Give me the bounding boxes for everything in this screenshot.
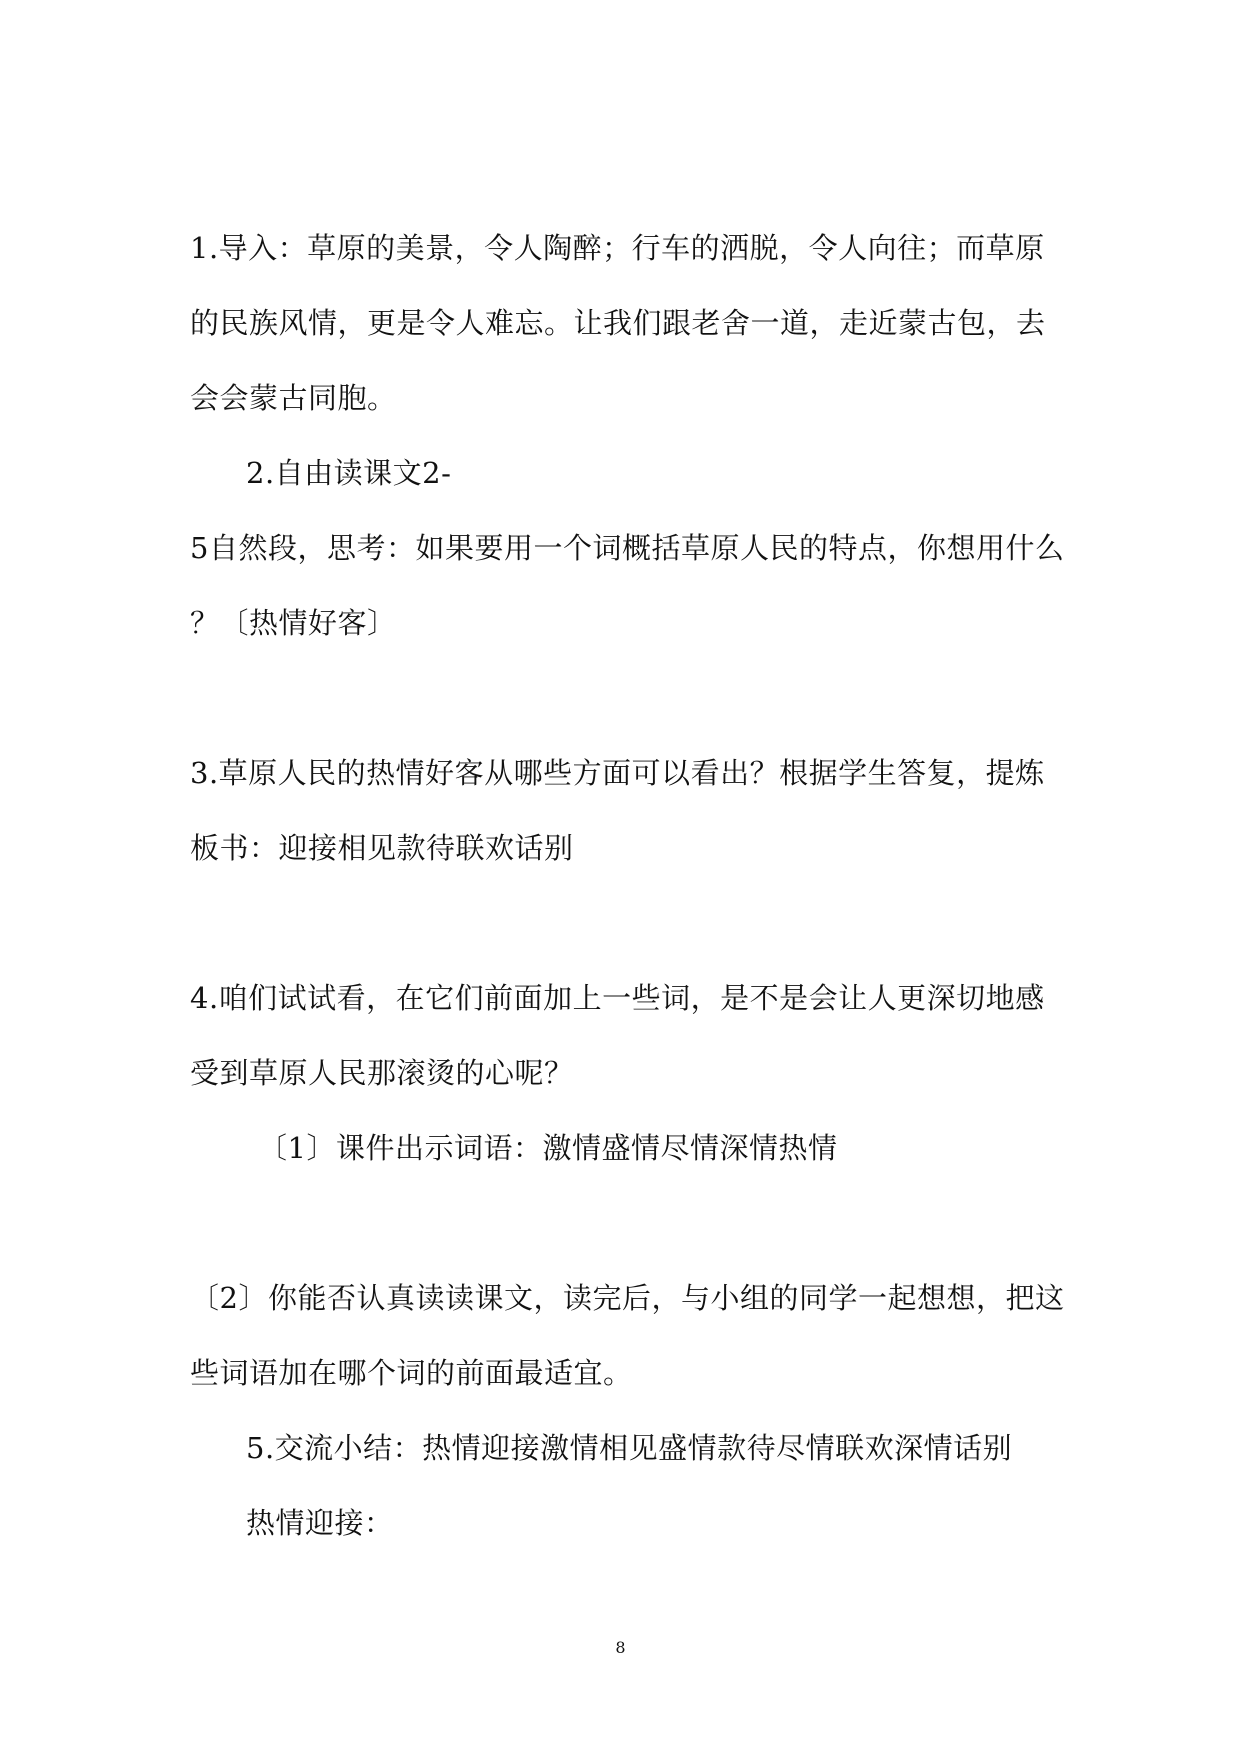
paragraph-5-line-2: 热情迎接：: [246, 1506, 394, 1540]
sub-item-2-line-2: 些词语加在哪个词的前面最适宜。: [190, 1356, 633, 1390]
paragraph-5-line-1: 5.交流小结：热情迎接激情相见盛情款待尽情联欢深情话别: [246, 1431, 1013, 1465]
paragraph-2-line-3: ？〔热情好客〕: [190, 606, 397, 640]
paragraph-1-line-3: 会会蒙古同胞。: [190, 381, 397, 415]
paragraph-1-line-2: 的民族风情，更是令人难忘。让我们跟老舍一道，走近蒙古包，去: [190, 306, 1046, 340]
paragraph-4-line-2: 受到草原人民那滚烫的心呢？: [190, 1056, 574, 1090]
sub-item-1: 〔1〕课件出示词语：激情盛情尽情深情热情: [258, 1131, 838, 1165]
paragraph-1-line-1: 1.导入：草原的美景，令人陶醉；行车的洒脱，令人向往；而草原: [190, 231, 1045, 265]
page-number: 8: [615, 1638, 626, 1657]
sub-item-2-line-1: 〔2〕你能否认真读读课文，读完后，与小组的同学一起想想，把这: [190, 1281, 1065, 1315]
paragraph-3-line-1: 3.草原人民的热情好客从哪些方面可以看出？根据学生答复，提炼: [190, 756, 1045, 790]
paragraph-2-line-1: 2.自由读课文2-: [246, 456, 452, 490]
paragraph-4-line-1: 4.咱们试试看，在它们前面加上一些词，是不是会让人更深切地感: [190, 981, 1045, 1015]
paragraph-3-line-2: 板书：迎接相见款待联欢话别: [190, 831, 574, 865]
paragraph-2-line-2: 5自然段，思考：如果要用一个词概括草原人民的特点，你想用什么: [190, 531, 1065, 565]
